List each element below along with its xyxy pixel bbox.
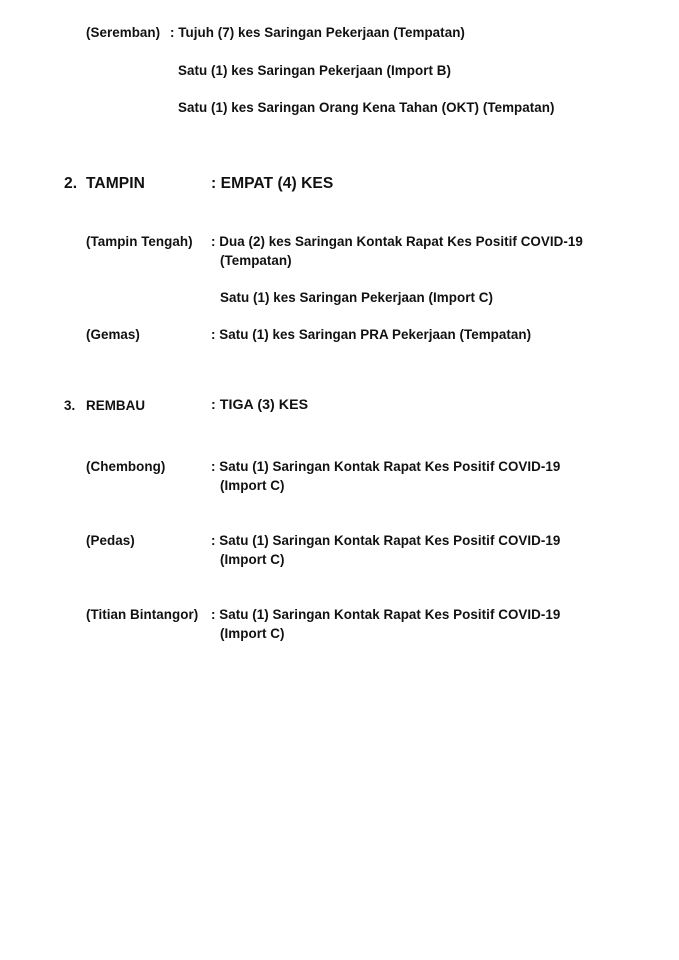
rembau-district-heading: REMBAU: [86, 398, 146, 413]
chembong-case-line-1-cont: (Import C): [220, 478, 285, 493]
seremban-case-line-2: Satu (1) kes Saringan Pekerjaan (Import B): [178, 63, 451, 78]
gemas-case-line-1: : Satu (1) kes Saringan PRA Pekerjaan (Tempatan): [211, 327, 532, 342]
titian-bintangor-label: (Titian Bintangor): [86, 607, 199, 622]
tampin-tengah-label: (Tampin Tengah): [86, 234, 193, 249]
pedas-label: (Pedas): [86, 533, 135, 548]
tampin-district-heading: TAMPIN: [86, 175, 145, 192]
rembau-number: 3.: [64, 398, 76, 413]
tampin-total-cases: : EMPAT (4) KES: [211, 175, 334, 192]
chembong-case-line-1: : Satu (1) Saringan Kontak Rapat Kes Positif COVID-19: [211, 459, 561, 474]
chembong-label: (Chembong): [86, 459, 166, 474]
seremban-label: (Seremban): [86, 25, 161, 40]
tampin-tengah-case-line-1-cont: (Tempatan): [220, 253, 292, 268]
seremban-case-line-1: : Tujuh (7) kes Saringan Pekerjaan (Tempatan): [170, 25, 465, 40]
titian-bintangor-case-line-1-cont: (Import C): [220, 626, 285, 641]
titian-bintangor-case-line-1: : Satu (1) Saringan Kontak Rapat Kes Positif COVID-19: [211, 607, 561, 622]
rembau-total-cases: : TIGA (3) KES: [211, 397, 309, 413]
tampin-tengah-case-line-2: Satu (1) kes Saringan Pekerjaan (Import C): [220, 290, 493, 305]
pedas-case-line-1-cont: (Import C): [220, 552, 285, 567]
tampin-number: 2.: [64, 175, 78, 192]
gemas-label: (Gemas): [86, 327, 140, 342]
tampin-tengah-case-line-1: : Dua (2) kes Saringan Kontak Rapat Kes Positif COVID-19: [211, 234, 583, 249]
seremban-case-line-3: Satu (1) kes Saringan Orang Kena Tahan (OKT) (Tempatan): [178, 100, 555, 115]
pedas-case-line-1: : Satu (1) Saringan Kontak Rapat Kes Positif COVID-19: [211, 533, 561, 548]
